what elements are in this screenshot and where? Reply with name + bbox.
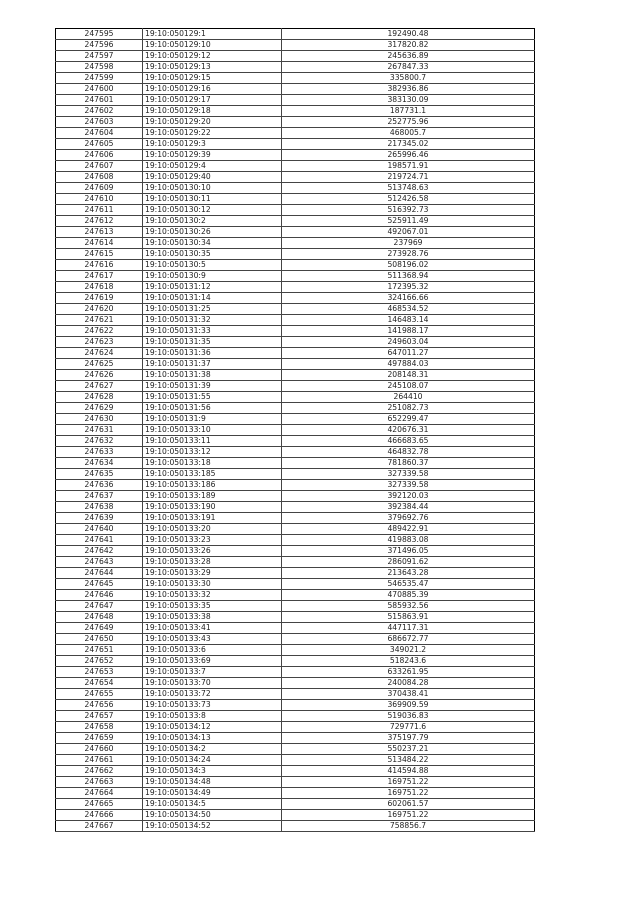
amount-cell: 525911.49: [282, 216, 535, 227]
cadastral-number-cell: 19:10:050129:1: [143, 29, 282, 40]
cadastral-number-cell: 19:10:050133:20: [143, 524, 282, 535]
row-id-cell: 247645: [56, 579, 143, 590]
amount-cell: 392120.03: [282, 491, 535, 502]
row-id-cell: 247608: [56, 172, 143, 183]
row-id-cell: 247601: [56, 95, 143, 106]
table-row: [56, 634, 535, 645]
amount-cell: 265996.46: [282, 150, 535, 161]
row-id-cell: 247664: [56, 788, 143, 799]
table-row: [56, 524, 535, 535]
cadastral-number-cell: 19:10:050133:43: [143, 634, 282, 645]
cadastral-number-cell: 19:10:050129:20: [143, 117, 282, 128]
amount-cell: 245636.89: [282, 51, 535, 62]
amount-cell: 317820.82: [282, 40, 535, 51]
cadastral-number-cell: 19:10:050133:185: [143, 469, 282, 480]
cadastral-number-cell: 19:10:050129:4: [143, 161, 282, 172]
table-row: [56, 84, 535, 95]
table-row: [56, 590, 535, 601]
cadastral-number-cell: 19:10:050129:39: [143, 150, 282, 161]
row-id-cell: 247596: [56, 40, 143, 51]
row-id-cell: 247627: [56, 381, 143, 392]
cadastral-number-cell: 19:10:050130:2: [143, 216, 282, 227]
row-id-cell: 247604: [56, 128, 143, 139]
table-row: [56, 150, 535, 161]
table-row: [56, 623, 535, 634]
cadastral-number-cell: 19:10:050131:37: [143, 359, 282, 370]
cadastral-number-cell: 19:10:050133:32: [143, 590, 282, 601]
table-row: [56, 766, 535, 777]
row-id-cell: 247643: [56, 557, 143, 568]
row-id-cell: 247630: [56, 414, 143, 425]
cadastral-number-cell: 19:10:050133:28: [143, 557, 282, 568]
amount-cell: 249603.04: [282, 337, 535, 348]
amount-cell: 252775.96: [282, 117, 535, 128]
cadastral-number-cell: 19:10:050131:55: [143, 392, 282, 403]
cadastral-number-cell: 19:10:050134:52: [143, 821, 282, 832]
row-id-cell: 247632: [56, 436, 143, 447]
cadastral-number-cell: 19:10:050131:39: [143, 381, 282, 392]
table-row: [56, 139, 535, 150]
row-id-cell: 247618: [56, 282, 143, 293]
cadastral-number-cell: 19:10:050131:25: [143, 304, 282, 315]
cadastral-number-cell: 19:10:050131:33: [143, 326, 282, 337]
cadastral-number-cell: 19:10:050133:12: [143, 447, 282, 458]
row-id-cell: 247653: [56, 667, 143, 678]
row-id-cell: 247663: [56, 777, 143, 788]
cadastral-number-cell: 19:10:050133:38: [143, 612, 282, 623]
amount-cell: 781860.37: [282, 458, 535, 469]
row-id-cell: 247655: [56, 689, 143, 700]
table-row: [56, 535, 535, 546]
table-row: [56, 271, 535, 282]
amount-cell: 511368.94: [282, 271, 535, 282]
cadastral-number-cell: 19:10:050133:26: [143, 546, 282, 557]
table-row: [56, 579, 535, 590]
cadastral-number-cell: 19:10:050133:8: [143, 711, 282, 722]
cadastral-number-cell: 19:10:050129:12: [143, 51, 282, 62]
cadastral-number-cell: 19:10:050129:10: [143, 40, 282, 51]
amount-cell: 392384.44: [282, 502, 535, 513]
amount-cell: 169751.22: [282, 810, 535, 821]
table-row: [56, 128, 535, 139]
amount-cell: 447117.31: [282, 623, 535, 634]
table-row: [56, 645, 535, 656]
table-row: [56, 304, 535, 315]
row-id-cell: 247626: [56, 370, 143, 381]
cadastral-number-cell: 19:10:050129:17: [143, 95, 282, 106]
table-row: [56, 546, 535, 557]
cadastral-number-cell: 19:10:050131:35: [143, 337, 282, 348]
row-id-cell: 247622: [56, 326, 143, 337]
cadastral-number-cell: 19:10:050133:35: [143, 601, 282, 612]
row-id-cell: 247662: [56, 766, 143, 777]
amount-cell: 208148.31: [282, 370, 535, 381]
cadastral-number-cell: 19:10:050130:5: [143, 260, 282, 271]
table-row: [56, 678, 535, 689]
row-id-cell: 247667: [56, 821, 143, 832]
table-row: [56, 161, 535, 172]
table-row: [56, 172, 535, 183]
cadastral-number-cell: 19:10:050133:189: [143, 491, 282, 502]
cadastral-number-cell: 19:10:050131:36: [143, 348, 282, 359]
amount-cell: 192490.48: [282, 29, 535, 40]
cadastral-number-cell: 19:10:050133:11: [143, 436, 282, 447]
table-row: [56, 117, 535, 128]
amount-cell: 375197.79: [282, 733, 535, 744]
amount-cell: 335800.7: [282, 73, 535, 84]
amount-cell: 470885.39: [282, 590, 535, 601]
row-id-cell: 247644: [56, 568, 143, 579]
cadastral-number-cell: 19:10:050134:50: [143, 810, 282, 821]
row-id-cell: 247598: [56, 62, 143, 73]
cadastral-number-cell: 19:10:050131:12: [143, 282, 282, 293]
cadastral-number-cell: 19:10:050129:22: [143, 128, 282, 139]
amount-cell: 652299.47: [282, 414, 535, 425]
row-id-cell: 247648: [56, 612, 143, 623]
table-row: [56, 29, 535, 40]
amount-cell: 141988.17: [282, 326, 535, 337]
table-row: [56, 667, 535, 678]
data-table: [55, 28, 535, 832]
table-row: [56, 502, 535, 513]
cadastral-number-cell: 19:10:050133:186: [143, 480, 282, 491]
row-id-cell: 247641: [56, 535, 143, 546]
cadastral-number-cell: 19:10:050129:15: [143, 73, 282, 84]
amount-cell: 382936.86: [282, 84, 535, 95]
amount-cell: 686672.77: [282, 634, 535, 645]
row-id-cell: 247614: [56, 238, 143, 249]
row-id-cell: 247666: [56, 810, 143, 821]
table-row: [56, 458, 535, 469]
amount-cell: 219724.71: [282, 172, 535, 183]
row-id-cell: 247611: [56, 205, 143, 216]
amount-cell: 172395.32: [282, 282, 535, 293]
cadastral-number-cell: 19:10:050134:2: [143, 744, 282, 755]
row-id-cell: 247640: [56, 524, 143, 535]
amount-cell: 370438.41: [282, 689, 535, 700]
table-row: [56, 810, 535, 821]
amount-cell: 251082.73: [282, 403, 535, 414]
cadastral-number-cell: 19:10:050133:70: [143, 678, 282, 689]
amount-cell: 169751.22: [282, 788, 535, 799]
row-id-cell: 247615: [56, 249, 143, 260]
amount-cell: 414594.88: [282, 766, 535, 777]
cadastral-number-cell: 19:10:050133:191: [143, 513, 282, 524]
cadastral-number-cell: 19:10:050129:13: [143, 62, 282, 73]
table-row: [56, 777, 535, 788]
row-id-cell: 247656: [56, 700, 143, 711]
table-row: [56, 700, 535, 711]
cadastral-number-cell: 19:10:050130:10: [143, 183, 282, 194]
amount-cell: 546535.47: [282, 579, 535, 590]
row-id-cell: 247661: [56, 755, 143, 766]
amount-cell: 217345.02: [282, 139, 535, 150]
row-id-cell: 247595: [56, 29, 143, 40]
row-id-cell: 247658: [56, 722, 143, 733]
row-id-cell: 247639: [56, 513, 143, 524]
table-row: [56, 73, 535, 84]
amount-cell: 169751.22: [282, 777, 535, 788]
row-id-cell: 247623: [56, 337, 143, 348]
table-row: [56, 689, 535, 700]
table-row: [56, 469, 535, 480]
cadastral-number-cell: 19:10:050134:48: [143, 777, 282, 788]
cadastral-number-cell: 19:10:050134:5: [143, 799, 282, 810]
table-row: [56, 480, 535, 491]
table-row: [56, 425, 535, 436]
row-id-cell: 247607: [56, 161, 143, 172]
row-id-cell: 247619: [56, 293, 143, 304]
row-id-cell: 247612: [56, 216, 143, 227]
row-id-cell: 247609: [56, 183, 143, 194]
table-row: [56, 656, 535, 667]
cadastral-number-cell: 19:10:050134:24: [143, 755, 282, 766]
row-id-cell: 247600: [56, 84, 143, 95]
cadastral-number-cell: 19:10:050133:73: [143, 700, 282, 711]
amount-cell: 466683.65: [282, 436, 535, 447]
table-row: [56, 326, 535, 337]
cadastral-number-cell: 19:10:050133:190: [143, 502, 282, 513]
row-id-cell: 247616: [56, 260, 143, 271]
cadastral-number-cell: 19:10:050133:30: [143, 579, 282, 590]
amount-cell: 237969: [282, 238, 535, 249]
amount-cell: 240084.28: [282, 678, 535, 689]
row-id-cell: 247650: [56, 634, 143, 645]
amount-cell: 492067.01: [282, 227, 535, 238]
row-id-cell: 247624: [56, 348, 143, 359]
table-row: [56, 183, 535, 194]
amount-cell: 729771.6: [282, 722, 535, 733]
amount-cell: 464832.78: [282, 447, 535, 458]
table-row: [56, 392, 535, 403]
cadastral-number-cell: 19:10:050134:49: [143, 788, 282, 799]
table-row: [56, 788, 535, 799]
cadastral-number-cell: 19:10:050130:26: [143, 227, 282, 238]
row-id-cell: 247602: [56, 106, 143, 117]
amount-cell: 349021.2: [282, 645, 535, 656]
table-row: [56, 238, 535, 249]
row-id-cell: 247625: [56, 359, 143, 370]
table-row: [56, 799, 535, 810]
amount-cell: 267847.33: [282, 62, 535, 73]
cadastral-number-cell: 19:10:050129:16: [143, 84, 282, 95]
table-row: [56, 722, 535, 733]
table-row: [56, 106, 535, 117]
row-id-cell: 247637: [56, 491, 143, 502]
cadastral-number-cell: 19:10:050131:14: [143, 293, 282, 304]
row-id-cell: 247617: [56, 271, 143, 282]
amount-cell: 468534.52: [282, 304, 535, 315]
table-row: [56, 62, 535, 73]
row-id-cell: 247634: [56, 458, 143, 469]
amount-cell: 513484.22: [282, 755, 535, 766]
row-id-cell: 247657: [56, 711, 143, 722]
cadastral-number-cell: 19:10:050134:12: [143, 722, 282, 733]
row-id-cell: 247628: [56, 392, 143, 403]
row-id-cell: 247633: [56, 447, 143, 458]
amount-cell: 602061.57: [282, 799, 535, 810]
amount-cell: 513748.63: [282, 183, 535, 194]
table-row: [56, 612, 535, 623]
amount-cell: 327339.58: [282, 480, 535, 491]
row-id-cell: 247599: [56, 73, 143, 84]
table-row: [56, 755, 535, 766]
row-id-cell: 247660: [56, 744, 143, 755]
row-id-cell: 247651: [56, 645, 143, 656]
table-row: [56, 40, 535, 51]
amount-cell: 379692.76: [282, 513, 535, 524]
amount-cell: 245108.07: [282, 381, 535, 392]
row-id-cell: 247629: [56, 403, 143, 414]
table-row: [56, 282, 535, 293]
amount-cell: 327339.58: [282, 469, 535, 480]
row-id-cell: 247638: [56, 502, 143, 513]
amount-cell: 187731.1: [282, 106, 535, 117]
table-row: [56, 370, 535, 381]
row-id-cell: 247620: [56, 304, 143, 315]
table-row: [56, 711, 535, 722]
table-row: [56, 359, 535, 370]
amount-cell: 198571.91: [282, 161, 535, 172]
cadastral-number-cell: 19:10:050130:34: [143, 238, 282, 249]
amount-cell: 516392.73: [282, 205, 535, 216]
cadastral-number-cell: 19:10:050133:23: [143, 535, 282, 546]
amount-cell: 371496.05: [282, 546, 535, 557]
table-row: [56, 733, 535, 744]
amount-cell: 633261.95: [282, 667, 535, 678]
row-id-cell: 247610: [56, 194, 143, 205]
table-row: [56, 227, 535, 238]
amount-cell: 324166.66: [282, 293, 535, 304]
row-id-cell: 247613: [56, 227, 143, 238]
table-row: [56, 51, 535, 62]
cadastral-number-cell: 19:10:050130:35: [143, 249, 282, 260]
table-row: [56, 403, 535, 414]
row-id-cell: 247659: [56, 733, 143, 744]
amount-cell: 383130.09: [282, 95, 535, 106]
table-row: [56, 205, 535, 216]
table-row: [56, 744, 535, 755]
cadastral-number-cell: 19:10:050129:40: [143, 172, 282, 183]
amount-cell: 585932.56: [282, 601, 535, 612]
row-id-cell: 247635: [56, 469, 143, 480]
cadastral-number-cell: 19:10:050130:11: [143, 194, 282, 205]
cadastral-number-cell: 19:10:050133:41: [143, 623, 282, 634]
row-id-cell: 247654: [56, 678, 143, 689]
table-row: [56, 293, 535, 304]
row-id-cell: 247665: [56, 799, 143, 810]
table-body: [56, 29, 535, 832]
cadastral-number-cell: 19:10:050131:32: [143, 315, 282, 326]
cadastral-number-cell: 19:10:050130:9: [143, 271, 282, 282]
cadastral-number-cell: 19:10:050133:18: [143, 458, 282, 469]
table-row: [56, 381, 535, 392]
amount-cell: 519036.83: [282, 711, 535, 722]
row-id-cell: 247621: [56, 315, 143, 326]
cadastral-number-cell: 19:10:050131:9: [143, 414, 282, 425]
row-id-cell: 247649: [56, 623, 143, 634]
table-row: [56, 194, 535, 205]
amount-cell: 515863.91: [282, 612, 535, 623]
table-row: [56, 337, 535, 348]
cadastral-number-cell: 19:10:050130:12: [143, 205, 282, 216]
cadastral-number-cell: 19:10:050129:18: [143, 106, 282, 117]
row-id-cell: 247636: [56, 480, 143, 491]
table-row: [56, 260, 535, 271]
amount-cell: 647011.27: [282, 348, 535, 359]
table-row: [56, 447, 535, 458]
row-id-cell: 247642: [56, 546, 143, 557]
amount-cell: 468005.7: [282, 128, 535, 139]
amount-cell: 758856.7: [282, 821, 535, 832]
table-row: [56, 601, 535, 612]
row-id-cell: 247603: [56, 117, 143, 128]
row-id-cell: 247652: [56, 656, 143, 667]
amount-cell: 512426.58: [282, 194, 535, 205]
table-row: [56, 348, 535, 359]
amount-cell: 420676.31: [282, 425, 535, 436]
amount-cell: 489422.91: [282, 524, 535, 535]
cadastral-number-cell: 19:10:050134:13: [143, 733, 282, 744]
table-row: [56, 216, 535, 227]
cadastral-number-cell: 19:10:050133:29: [143, 568, 282, 579]
amount-cell: 273928.76: [282, 249, 535, 260]
row-id-cell: 247606: [56, 150, 143, 161]
amount-cell: 550237.21: [282, 744, 535, 755]
cadastral-number-cell: 19:10:050133:69: [143, 656, 282, 667]
row-id-cell: 247597: [56, 51, 143, 62]
amount-cell: 369909.59: [282, 700, 535, 711]
cadastral-number-cell: 19:10:050131:56: [143, 403, 282, 414]
amount-cell: 146483.14: [282, 315, 535, 326]
amount-cell: 497884.03: [282, 359, 535, 370]
row-id-cell: 247631: [56, 425, 143, 436]
cadastral-number-cell: 19:10:050129:3: [143, 139, 282, 150]
cadastral-number-cell: 19:10:050131:38: [143, 370, 282, 381]
table-row: [56, 557, 535, 568]
table-row: [56, 513, 535, 524]
amount-cell: 419883.08: [282, 535, 535, 546]
cadastral-number-cell: 19:10:050133:10: [143, 425, 282, 436]
amount-cell: 286091.62: [282, 557, 535, 568]
cadastral-number-cell: 19:10:050133:6: [143, 645, 282, 656]
table-row: [56, 315, 535, 326]
amount-cell: 264410: [282, 392, 535, 403]
amount-cell: 518243.6: [282, 656, 535, 667]
cadastral-number-cell: 19:10:050134:3: [143, 766, 282, 777]
table-row: [56, 249, 535, 260]
row-id-cell: 247646: [56, 590, 143, 601]
table-row: [56, 821, 535, 832]
amount-cell: 508196.02: [282, 260, 535, 271]
table-row: [56, 491, 535, 502]
table-row: [56, 95, 535, 106]
row-id-cell: 247605: [56, 139, 143, 150]
table-row: [56, 568, 535, 579]
cadastral-number-cell: 19:10:050133:7: [143, 667, 282, 678]
table-row: [56, 436, 535, 447]
cadastral-number-cell: 19:10:050133:72: [143, 689, 282, 700]
amount-cell: 213643.28: [282, 568, 535, 579]
row-id-cell: 247647: [56, 601, 143, 612]
table-row: [56, 414, 535, 425]
